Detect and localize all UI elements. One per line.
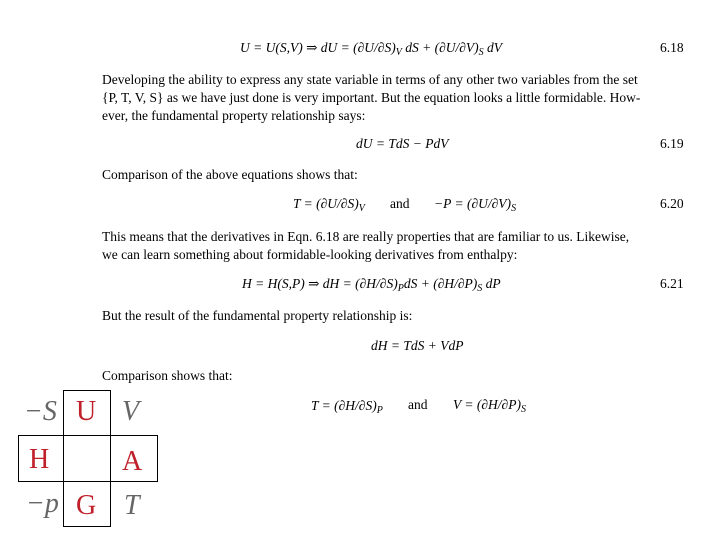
square-label-u: U <box>76 396 97 427</box>
square-label-a: A <box>122 446 143 477</box>
equation-dh: dH = TdS + VdP <box>371 338 464 353</box>
equation-number: 6.21 <box>660 276 684 291</box>
equation-number: 6.20 <box>660 196 684 211</box>
square-line <box>63 390 111 391</box>
paragraph: Developing the ability to express any state variable in terms of any other two variables from the set {P, T, V, S} as we have just done is very important. But the equation looks a little formidable. How- ever, the fundamental property relationship says: <box>102 72 641 123</box>
paragraph: This means that the derivatives in Eqn. 6.18 are really properties that are familiar to us. Likewise, we can learn something about formidable-looking derivatives from enthalpy: <box>102 229 630 262</box>
square-line <box>18 435 19 482</box>
equation-number: 6.19 <box>660 136 684 151</box>
equation-maxwell-left: $T = (\partial H/\partial S)_P$ <box>311 398 383 416</box>
equation-6-20-right: $-P = (\partial U/\partial V)_S$ <box>434 196 517 214</box>
square-line <box>18 435 158 436</box>
square-label-h: H <box>29 444 50 475</box>
equation-6-20-left: $T = (\partial U/\partial S)_V$ <box>293 196 365 214</box>
paragraph: Comparison of the above equations shows that: <box>102 167 358 182</box>
equation-maxwell-right: $V = (\partial H/\partial P)_S$ <box>453 397 526 415</box>
equation-connector: and <box>408 397 428 412</box>
equation-6-21: H = H(S,P) ⇒ dH = $(\partial H/\partial S)_PdS + (\partial H/\partial P)_S$ dP <box>242 276 501 294</box>
square-label-t: T <box>124 490 140 521</box>
equation-connector: and <box>390 196 410 211</box>
equation-number: 6.18 <box>660 40 684 55</box>
equation-6-18: U = U(S,V) ⇒ dU = $(\partial U/\partial S)_V$ dS + $(\partial U/\partial V)_S$ dV <box>240 40 503 58</box>
square-label-neg-s: −S <box>24 396 57 427</box>
paragraph: Comparison shows that: <box>102 368 233 383</box>
paragraph: But the result of the fundamental property relationship is: <box>102 308 413 323</box>
square-label-g: G <box>76 490 97 521</box>
square-line <box>110 390 111 526</box>
square-line <box>157 435 158 482</box>
square-line <box>63 390 64 526</box>
equation-6-19: dU = TdS − PdV <box>356 136 449 151</box>
square-line <box>63 526 111 527</box>
square-line <box>18 481 158 482</box>
square-label-neg-p: −p <box>26 488 59 519</box>
square-label-v: V <box>122 396 140 427</box>
